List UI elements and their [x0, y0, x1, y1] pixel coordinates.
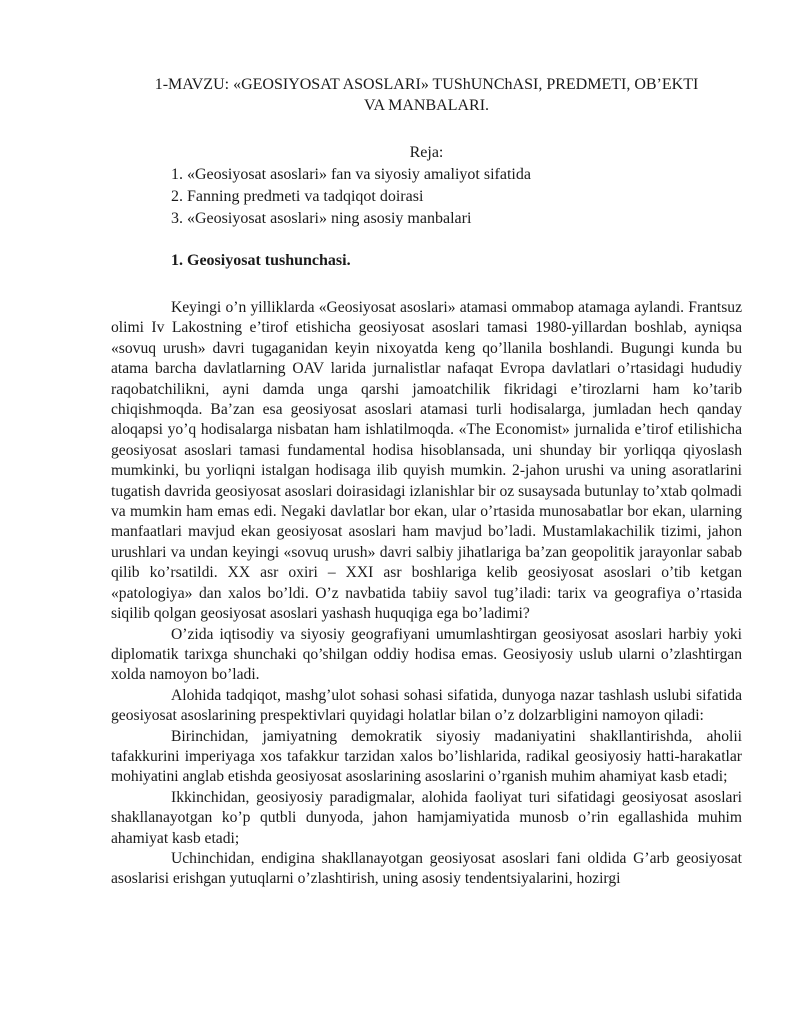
plan-item: 3. «Geosiyosat asoslari» ning asosiy manbalari [171, 210, 472, 227]
paragraph: O’zida iqtisodiy va siyosiy geografiyani umumlashtirgan geosiyosat asoslari harbiy yoki diplomatik tarixga shunchaki qo’shilgan oddiy hodisa emas. Geosiyosiy uslub ularni o’zlashtirgan xolda namoyon bo’ladi. [111, 625, 742, 684]
section-heading: 1. Geosiyosat tushunchasi. [171, 252, 351, 269]
title-line-1: 1-MAVZU: «GEOSIYOSAT ASOSLARI» TUShUNChASI, PREDMETI, OB’EKTI [154, 76, 699, 93]
paragraph: Uchinchidan, endigina shakllanayotgan geosiyosat asoslari fani oldida G’arb geosiyosat asoslarisi erishgan yutuqlarni o’zlashtirish, uning asosiy tendentsiyalarini, hozirgi [111, 849, 742, 888]
paragraph: Birinchidan, jamiyatning demokratik siyosiy madaniyatini shakllantirishda, aholii tafakkurini imperiyaga xos tafakkur tarzidan xalos bo’lishlarida, radikal geosiyosiy hatti-harakatlar mohiyatini anglab etishda geosiyosat asoslarining asoslarini o’rganish muhim ahamiyat kasb etadi; [111, 727, 742, 786]
paragraph: Ikkinchidan, geosiyosiy paradigmalar, alohida faoliyat turi sifatidagi geosiyosat asoslari shakllanayotgan ko’p qutbli dunyoda, jahon hamjamiyatida munosb o’rin egallashida muhim ahamiyat kasb etadi; [111, 788, 742, 847]
plan-heading: Reja: [409, 144, 444, 161]
page-title [111, 74, 742, 116]
plan-list [111, 142, 742, 230]
paragraph: Keyingi o’n yilliklarda «Geosiyosat asoslari» atamasi ommabop atamaga aylandi. Frantsuz olimi Iv Lakostning e’tirof etishicha geosiyosat asoslari tamasi 1980-yillardan boshlab, ayniqsa «sovuq urush» davri tugaganidan keyin nixoyatda keng qo’llanila boshlandi. Bugungi kunda bu atama barcha davlatlarning OAV larida jurnalistlar nafaqat Evropa davlatlari o’rtasidagi hududiy raqobatchilikni, ayni damda unga qarshi jamoatchilik fikridagi e’tirozlarni ham ko’tarib chiqishmoqda. Ba’zan esa geosiyosat asoslari atamasi turli hodisalarga, jumladan hech qanday aloqapsi yo’q hodisalarga nisbatan ham ishlatilmoqda. «The Economist» jurnalida e’tirof etilishicha geosiyosat asoslari tamasi fundamental hodisa hisoblansada, uni shunday bir yorliqqa qiyoslash mumkinki, bu yorliqni istalgan hodisaga ilib quyish mumkin. 2-jahon urushi va uning asoratlarini tugatish davrida geosiyosat asoslari doirasidagi izlanishlar bir oz susaysada butunlay to’xtab qolmadi va mumkin ham emas edi. Negaki davlatlar bor ekan, ular o’rtasida munosabatlar bor ekan, ularning manfaatlari mavjud ekan geosiyosat asoslari ham mavjud bo’ladi. Mustamlakachilik tizimi, jahon urushlari va undan keyingi «sovuq urush» davri salbiy jihatlariga ba’zan geopolitik jarayonlar sabab qilib ko’rsatildi. XX asr oxiri – XXI asr boshlariga kelib geosiyosat asoslari o’tib ketgan «patologiya» dan xalos bo’ldi. O’z navbatida tabiiy savol tug’iladi: tarix va geografiya o’rtasida siqilib qolgan geosiyosat asoslari yashash huquqiga ega bo’ladimi? [111, 299, 742, 623]
plan-item: 2. Fanning predmeti va tadqiqot doirasi [171, 188, 424, 205]
paragraph: Alohida tadqiqot, mashg’ulot sohasi sohasi sifatida, dunyoga nazar tashlash uslubi sifatida geosiyosat asoslarining prespektivlari quyidagi holatlar bilan o’z dolzarbligini namoyon qiladi: [111, 686, 742, 725]
title-line-2: VA MANBALARI. [363, 97, 490, 114]
plan-item: 1. «Geosiyosat asoslari» fan va siyosiy amaliyot sifatida [171, 166, 531, 183]
